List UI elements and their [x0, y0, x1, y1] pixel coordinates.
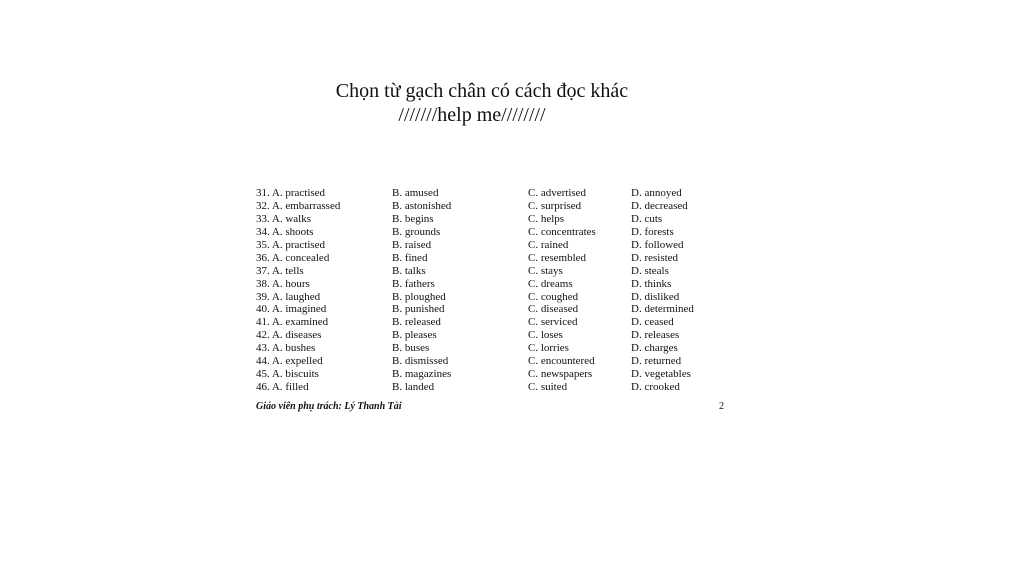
option-a: [256, 381, 309, 394]
option-a-text: A. biscuits: [271, 368, 319, 381]
option-a: [256, 226, 313, 239]
question-number: 41.: [256, 316, 270, 329]
option-a-text: A. bushes: [271, 342, 316, 355]
option-a: [256, 355, 323, 368]
option-a: [256, 342, 315, 355]
question-row: [256, 239, 736, 252]
question-number: 33.: [256, 212, 270, 225]
option-a-text: A. laughed: [271, 290, 321, 303]
question-number: 39.: [256, 290, 270, 303]
option-a-text: A. filled: [271, 381, 309, 394]
option-a: [256, 291, 320, 304]
question-number: 45.: [256, 368, 270, 381]
footer-teacher: Giáo viên phụ trách: Lý Thanh Tài: [256, 401, 402, 412]
option-a-text: A. hours: [271, 277, 310, 290]
option-b: B. talks: [392, 264, 426, 277]
option-a-text: A. practised: [271, 187, 326, 199]
question-row: [256, 303, 736, 316]
option-a: [256, 252, 329, 265]
option-b: B. magazines: [392, 368, 452, 381]
question-number: 44.: [256, 355, 270, 368]
question-number: 32.: [256, 199, 270, 212]
option-c: C. serviced: [528, 316, 578, 329]
option-b: B. punished: [392, 303, 445, 316]
option-c: C. diseased: [528, 303, 579, 316]
option-c: C. advertised: [528, 187, 587, 199]
question-row: [256, 265, 736, 278]
option-a: [256, 316, 328, 329]
question-list: [256, 187, 736, 394]
option-d: D. decreased: [631, 199, 688, 212]
option-d: D. disliked: [631, 290, 680, 303]
question-number: 34.: [256, 225, 270, 238]
option-a: [256, 200, 340, 213]
option-c: C. coughed: [528, 290, 579, 303]
option-b: B. grounds: [392, 225, 441, 238]
option-c: C. encountered: [528, 355, 595, 368]
question-row: [256, 226, 736, 239]
option-c: C. lorries: [528, 342, 569, 355]
option-b: B. dismissed: [392, 355, 449, 368]
option-c: C. stays: [528, 264, 563, 277]
option-d: D. cuts: [631, 212, 663, 225]
option-b: B. fined: [392, 251, 428, 264]
page-number: 2: [719, 401, 724, 412]
option-c: C. surprised: [528, 199, 582, 212]
option-b: B. released: [392, 316, 441, 329]
option-a: [256, 213, 311, 226]
option-d: D. forests: [631, 225, 674, 238]
option-a-text: A. walks: [271, 212, 312, 225]
option-d: D. determined: [631, 303, 694, 316]
question-row: [256, 368, 736, 381]
question-row: [256, 278, 736, 291]
option-a-text: A. imagined: [271, 303, 327, 316]
option-a-text: A. diseases: [271, 329, 322, 342]
option-c: C. suited: [528, 381, 568, 394]
option-b: B. ploughed: [392, 290, 446, 303]
option-b: B. buses: [392, 342, 430, 355]
option-a-text: A. embarrassed: [271, 199, 341, 212]
option-d: D. vegetables: [631, 368, 691, 381]
option-a-text: A. shoots: [271, 225, 314, 238]
question-row: [256, 187, 736, 200]
question-row: [256, 200, 736, 213]
option-a-text: A. expelled: [271, 355, 323, 368]
option-a-text: A. examined: [271, 316, 329, 329]
option-b: B. fathers: [392, 277, 435, 290]
option-d: D. charges: [631, 342, 678, 355]
option-b: B. astonished: [392, 199, 452, 212]
option-b: B. landed: [392, 381, 435, 394]
question-row: [256, 342, 736, 355]
question-row: [256, 329, 736, 342]
question-number: 46.: [256, 381, 270, 394]
option-c: C. newspapers: [528, 368, 593, 381]
option-a: [256, 265, 304, 278]
option-a: [256, 368, 319, 381]
option-c: C. concentrates: [528, 225, 596, 238]
option-d: D. annoyed: [631, 187, 682, 199]
option-a-text: A. practised: [271, 238, 326, 251]
option-b: B. begins: [392, 212, 434, 225]
option-a-text: A. tells: [271, 264, 304, 277]
page-subtitle: ///////help me////////: [398, 104, 546, 126]
option-d: D. resisted: [631, 251, 679, 264]
option-d: D. followed: [631, 238, 684, 251]
question-row: [256, 316, 736, 329]
question-number: 38.: [256, 277, 270, 290]
option-c: C. rained: [528, 238, 569, 251]
option-b: B. amused: [392, 187, 439, 199]
question-row: [256, 213, 736, 226]
option-d: D. crooked: [631, 381, 680, 394]
question-row: [256, 355, 736, 368]
question-number: 31.: [256, 187, 270, 199]
option-d: D. thinks: [631, 277, 672, 290]
question-number: 40.: [256, 303, 270, 316]
option-b: B. raised: [392, 238, 432, 251]
question-row: [256, 252, 736, 265]
question-row: [256, 381, 736, 394]
option-a: [256, 278, 310, 291]
page-title: Chọn từ gạch chân có cách đọc khác: [335, 80, 629, 102]
option-a-text: A. concealed: [271, 251, 330, 264]
option-a: [256, 239, 325, 252]
question-number: 35.: [256, 238, 270, 251]
question-number: 43.: [256, 342, 270, 355]
option-a: [256, 187, 325, 200]
option-c: C. helps: [528, 212, 565, 225]
option-c: C. resembled: [528, 251, 587, 264]
option-b: B. pleases: [392, 329, 437, 342]
option-d: D. ceased: [631, 316, 674, 329]
question-number: 42.: [256, 329, 270, 342]
option-c: C. dreams: [528, 277, 573, 290]
question-number: 36.: [256, 251, 270, 264]
question-number: 37.: [256, 264, 270, 277]
option-a: [256, 329, 321, 342]
option-a: [256, 303, 326, 316]
option-c: C. loses: [528, 329, 563, 342]
question-row: [256, 291, 736, 304]
option-d: D. steals: [631, 264, 669, 277]
option-d: D. releases: [631, 329, 680, 342]
option-d: D. returned: [631, 355, 682, 368]
